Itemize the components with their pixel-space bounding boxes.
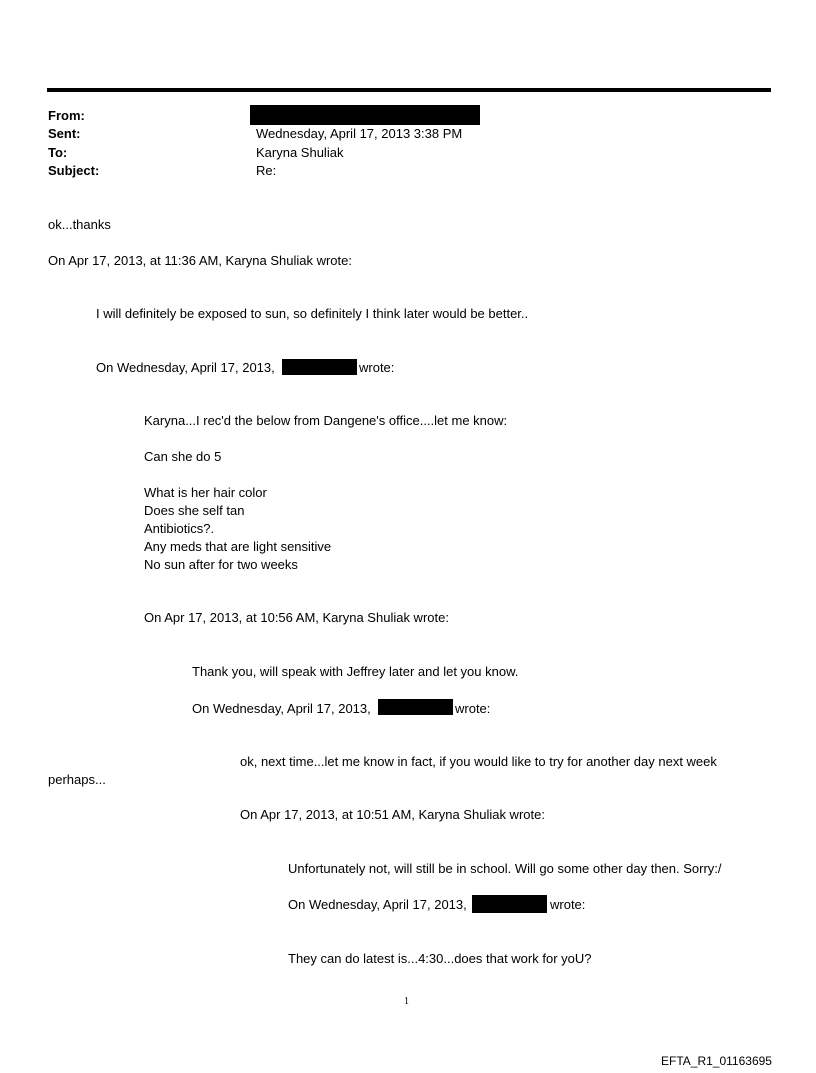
quote-header-end: wrote: (550, 897, 586, 912)
redaction-bar (472, 895, 547, 913)
body-line: Thank you, will speak with Jeffrey later and let you know. (192, 664, 519, 679)
body-line: I will definitely be exposed to sun, so definitely I think later would be better.. (96, 306, 529, 321)
quote-header: On Apr 17, 2013, at 11:36 AM, Karyna Shuliak wrote: (48, 253, 352, 268)
quote-header: On Apr 17, 2013, at 10:51 AM, Karyna Shuliak wrote: (240, 807, 545, 822)
quote-header-end: wrote: (455, 701, 491, 716)
sent-value: Wednesday, April 17, 2013 3:38 PM (256, 126, 463, 141)
body-line: They can do latest is...4:30...does that work for yoU? (288, 951, 592, 966)
to-value: Karyna Shuliak (256, 145, 344, 160)
body-line: Unfortunately not, will still be in school. Will go some other day then. Sorry:/ (288, 861, 722, 876)
subject-value: Re: (256, 163, 277, 178)
page-number: 1 (404, 996, 409, 1007)
quote-header-end: wrote: (359, 360, 395, 375)
sent-label: Sent: (48, 126, 81, 141)
body-line: ok...thanks (48, 217, 111, 232)
body-line: Karyna...I rec'd the below from Dangene's office....let me know: (144, 413, 508, 428)
redaction-bar (250, 105, 480, 125)
quote-header: On Apr 17, 2013, at 10:56 AM, Karyna Shuliak wrote: (144, 610, 449, 625)
body-line: Any meds that are light sensitive (144, 539, 332, 554)
quote-header-start: On Wednesday, April 17, 2013, (96, 360, 275, 375)
header-rule (47, 88, 771, 92)
body-line: Does she self tan (144, 503, 245, 518)
body-line: No sun after for two weeks (144, 557, 298, 572)
body-line: Antibiotics?. (144, 521, 215, 536)
subject-label: Subject: (48, 163, 100, 178)
body-line: What is her hair color (144, 485, 267, 500)
body-line: Can she do 5 (144, 449, 222, 464)
quote-header-start: On Wednesday, April 17, 2013, (192, 701, 371, 716)
from-label: From: (48, 108, 85, 123)
redaction-bar (282, 359, 357, 375)
quote-header-start: On Wednesday, April 17, 2013, (288, 897, 467, 912)
body-line: ok, next time...let me know in fact, if you would like to try for another day next week (240, 754, 717, 769)
document-id: EFTA_R1_01163695 (661, 1054, 772, 1068)
to-label: To: (48, 145, 68, 160)
body-line: perhaps... (48, 772, 106, 787)
redaction-bar (378, 699, 453, 715)
